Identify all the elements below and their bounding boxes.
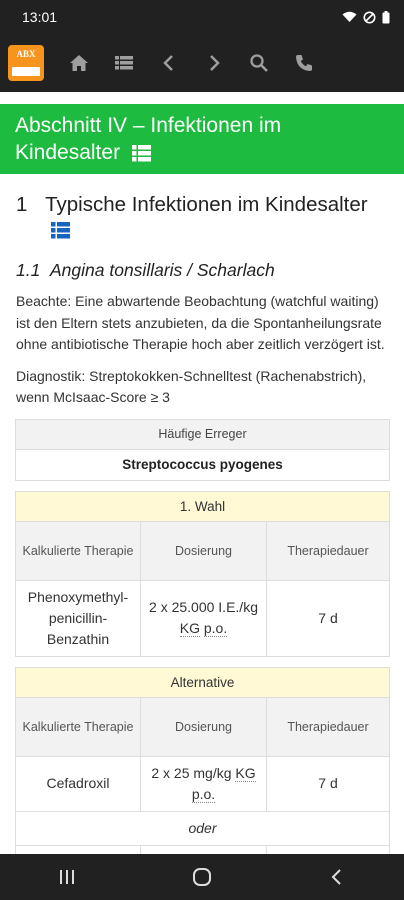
app-logo[interactable]	[8, 45, 44, 81]
home-icon	[69, 53, 89, 73]
subchapter-title: Angina tonsillaris / Scharlach	[50, 260, 275, 280]
pathogen-table	[15, 419, 390, 481]
note-paragraph: Beachte: Eine abwartende Beobachtung (watchful waiting) ist den Eltern stets anzubieten, da die Spontanheilungsrate ohne antibiotische Therapie hoch aber zeitlich verzögert ist.	[16, 293, 385, 352]
content-area[interactable]	[0, 92, 404, 854]
chapter-toc-icon[interactable]	[51, 222, 70, 239]
duration-cell: 7 d	[267, 756, 390, 811]
dose-unit-abbr[interactable]: KG	[235, 764, 256, 781]
section-title: Abschnitt IV – Infektionen im Kindesalter	[15, 114, 282, 164]
dose-text: 2 x 25 mg/kg	[151, 764, 232, 781]
drug-name: Cefadroxil	[16, 756, 141, 811]
phone-button[interactable]	[281, 43, 326, 83]
wifi-icon	[342, 11, 357, 23]
table-icon	[114, 53, 134, 73]
phone-icon	[294, 53, 314, 73]
col-dose-header: Dosierung	[141, 521, 267, 580]
col-therapy-header: Kalkulierte Therapie	[16, 521, 141, 580]
dose-route-abbr[interactable]: p.o.	[203, 620, 228, 636]
subchapter-number: 1.1	[16, 260, 41, 280]
duration-cell: 7 d	[267, 580, 390, 656]
app-toolbar	[0, 34, 404, 92]
section-header	[0, 104, 404, 174]
oder-row: oder	[16, 811, 390, 845]
drug-name: Phenoxymethyl-penicillin-Benzathin	[16, 580, 141, 656]
home-button[interactable]	[56, 43, 101, 83]
status-icons	[342, 11, 390, 24]
dose-text: 2 x 25.000 I.E./kg	[149, 599, 258, 615]
home-nav-icon[interactable]	[191, 866, 213, 888]
first-choice-table	[15, 491, 390, 657]
search-icon	[249, 53, 269, 73]
status-time: 13:01	[22, 9, 58, 25]
battery-icon	[382, 11, 390, 24]
col-duration-header: Therapiedauer	[267, 521, 390, 580]
subchapter-heading	[16, 260, 388, 281]
diagnostics-paragraph: Diagnostik: Streptokokken-Schnelltest (Rachenabstrich), wenn McIsaac-Score ≥ 3	[16, 367, 367, 405]
back-button[interactable]	[146, 43, 191, 83]
logo-strip	[12, 67, 40, 76]
chapter-number: 1	[16, 193, 28, 216]
pathogen-value: Streptococcus pyogenes	[16, 449, 390, 480]
status-bar	[0, 0, 404, 34]
logo-text: ABX	[16, 49, 36, 59]
alternative-title: Alternative	[16, 667, 390, 697]
chapter-title: Typische Infektionen im Kindesalter	[45, 193, 368, 216]
chapter-heading	[16, 192, 388, 242]
search-button[interactable]	[236, 43, 281, 83]
forward-icon	[204, 53, 224, 73]
alternative-table	[15, 667, 390, 855]
back-nav-icon[interactable]	[327, 867, 347, 887]
table-of-contents-button[interactable]	[101, 43, 146, 83]
dnd-icon	[363, 11, 376, 24]
section-toc-icon[interactable]	[132, 145, 151, 162]
pathogen-header: Häufige Erreger	[16, 419, 390, 449]
recents-icon[interactable]	[57, 867, 77, 887]
col-duration-header: Therapiedauer	[267, 697, 390, 756]
system-nav-bar	[0, 854, 404, 900]
col-dose-header: Dosierung	[141, 697, 267, 756]
dose-cell	[141, 756, 267, 811]
dose-unit-abbr[interactable]: KG	[179, 620, 200, 636]
dose-cell	[141, 580, 267, 656]
back-icon	[159, 53, 179, 73]
col-therapy-header: Kalkulierte Therapie	[16, 697, 141, 756]
forward-button[interactable]	[191, 43, 236, 83]
dose-route-abbr[interactable]: p.o.	[191, 785, 216, 802]
first-choice-title: 1. Wahl	[16, 491, 390, 521]
